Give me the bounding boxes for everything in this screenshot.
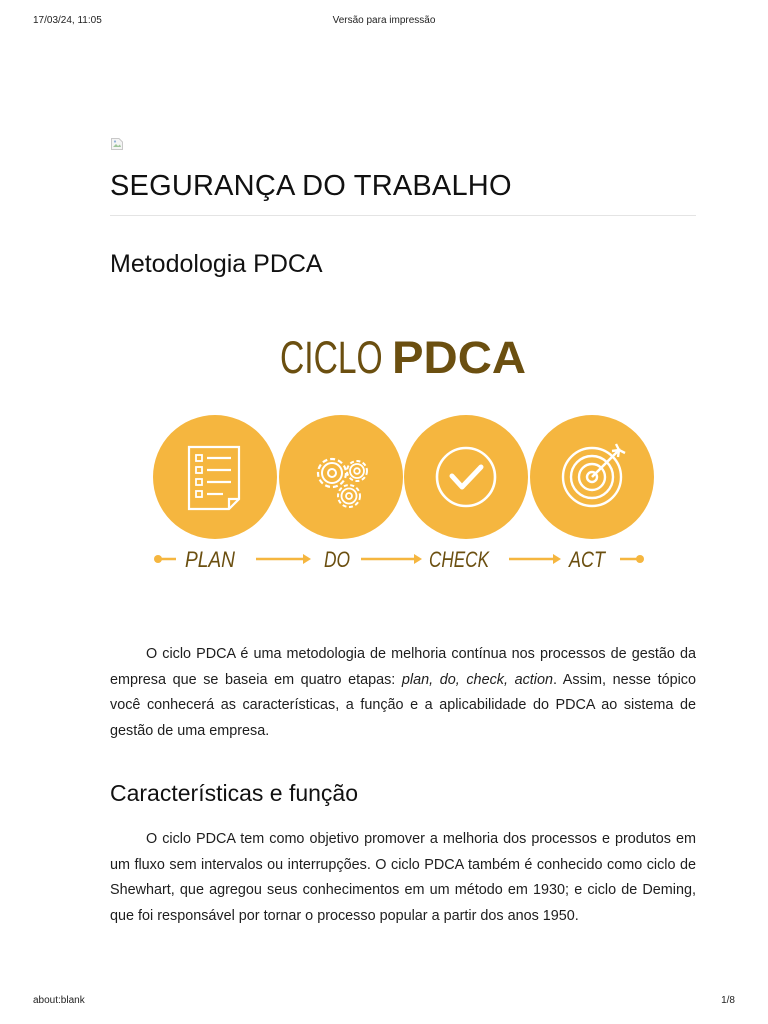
print-url: about:blank xyxy=(33,995,85,1006)
caracteristicas-paragraph: O ciclo PDCA tem como objetivo promover a melhoria dos processos e produtos em um fluxo sem intervalos ou interrupções. O ciclo PDCA também é conhecido como ciclo de Shewhart, que agregou seus conhecimentos em um método em 1930; e ciclo de Deming, que foi responsável por tornar o processo popular a partir dos anos 1950. xyxy=(110,831,696,924)
intro-text-2: . Assim, nesse tópico você conhecerá as características, a função e a aplicabilidade do PDCA ao sistema de gestão de uma empresa. xyxy=(110,671,697,739)
print-datetime: 17/03/24, 11:05 xyxy=(33,15,102,26)
broken-image-icon xyxy=(110,137,124,151)
step-label-check: CHECK xyxy=(429,547,491,572)
arrow-do-check-head xyxy=(414,554,422,564)
arrow-plan-do-head xyxy=(303,554,311,564)
print-title: Versão para impressão xyxy=(332,15,436,26)
pdca-diagram xyxy=(110,310,696,590)
print-footer xyxy=(0,995,768,1009)
check-circle xyxy=(404,415,528,539)
step-label-plan: PLAN xyxy=(185,547,236,572)
intro-text-italic: plan, do, check, action xyxy=(401,671,553,688)
section-title-metodologia: Metodologia PDCA xyxy=(110,250,323,278)
title-divider xyxy=(110,215,696,216)
step-label-act: ACT xyxy=(567,547,607,572)
page-title: SEGURANÇA DO TRABALHO xyxy=(110,170,512,202)
print-page-number: 1/8 xyxy=(721,995,735,1006)
print-header xyxy=(0,15,768,29)
intro-paragraph xyxy=(110,642,696,744)
section-title-caracteristicas: Características e função xyxy=(110,780,359,806)
pdca-figure xyxy=(110,310,696,590)
pdca-title xyxy=(280,332,526,383)
flow-end-dot xyxy=(636,555,644,563)
pdca-title-prefix: CICLO xyxy=(280,332,392,383)
plan-circle xyxy=(153,415,277,539)
step-label-do: DO xyxy=(324,547,350,572)
intro-text-1: O ciclo PDCA é uma metodologia de melhoria contínua nos processos de gestão da empresa que se baseia em quatro etapas: xyxy=(110,646,696,688)
arrow-check-act-head xyxy=(553,554,561,564)
pdca-title-bold: PDCA xyxy=(392,332,526,383)
